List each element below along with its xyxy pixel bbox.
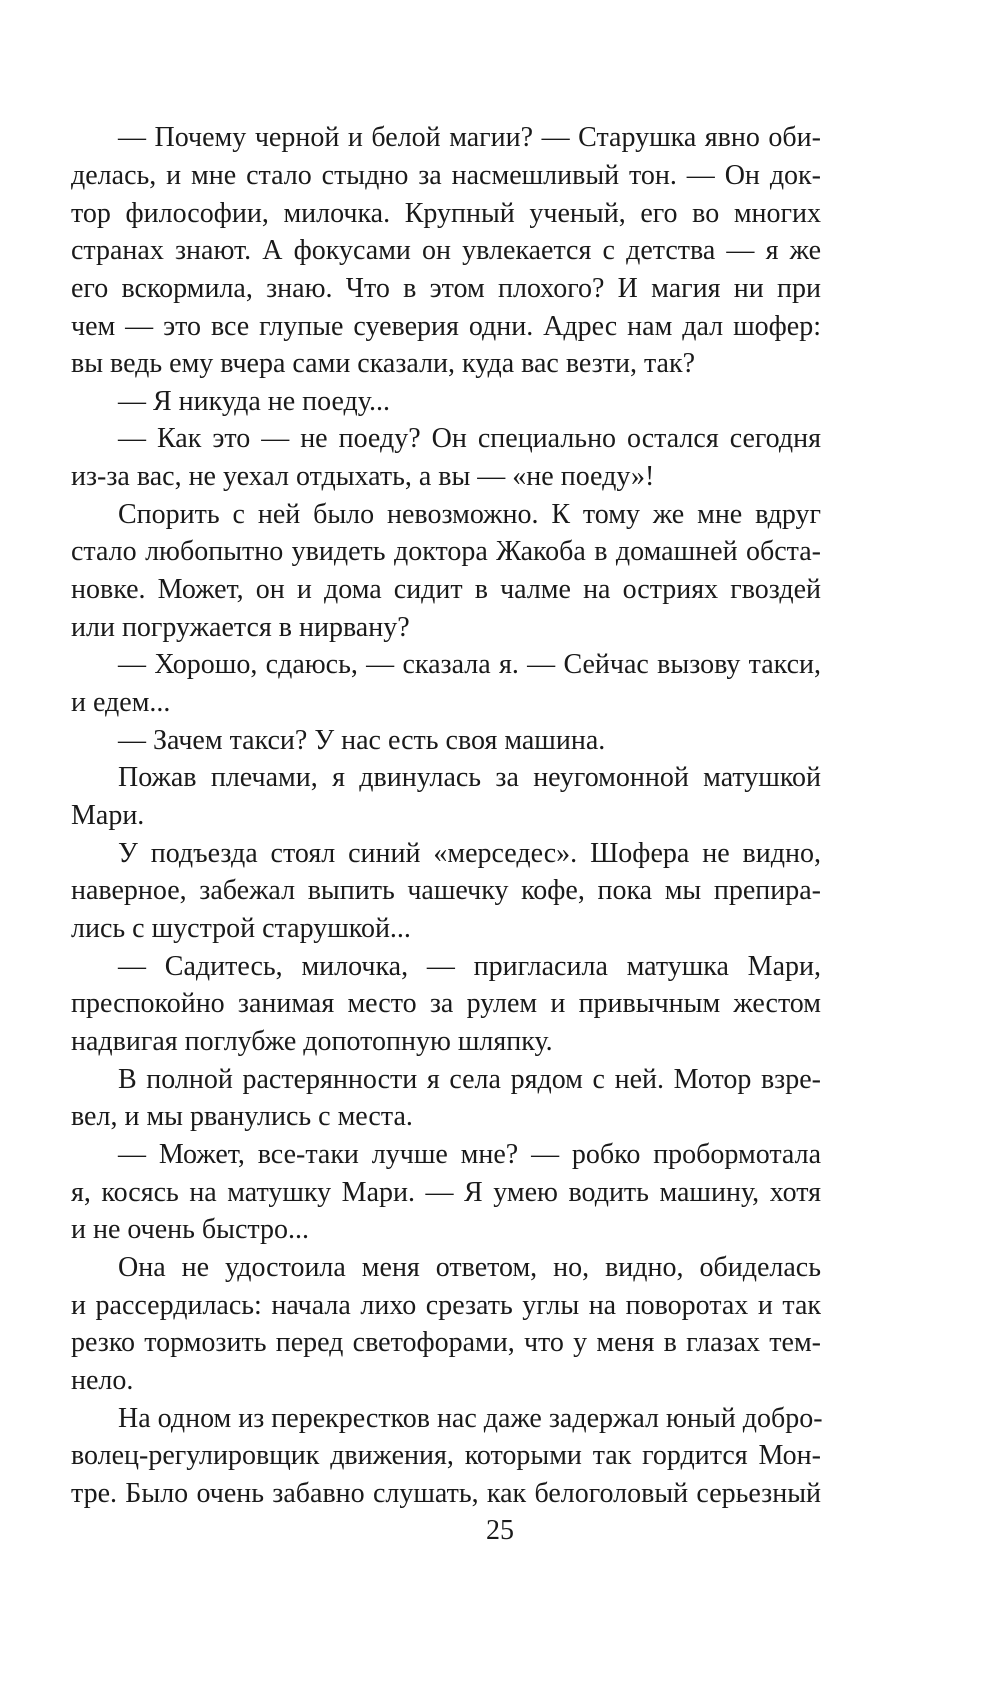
- text-line: Она не удостоила меня ответом, но, видно, обиделась: [118, 1252, 821, 1283]
- text-line: преспокойно занимая место за рулем и привычным жестом: [71, 988, 821, 1019]
- page-number: 25: [486, 1515, 514, 1546]
- text-line: — Как это — не поеду? Он специально остался сегодня: [118, 423, 821, 454]
- text-line: стало любопытно увидеть доктора Жакоба в домашней обста-: [71, 536, 821, 567]
- text-line: Мари.: [71, 800, 145, 831]
- text-line: На одном из перекрестков нас даже задержал юный добро-: [118, 1403, 823, 1434]
- text-line: резко тормозить перед светофорами, что у меня в глазах тем-: [71, 1327, 821, 1358]
- text-line: вел, и мы рванулись с места.: [71, 1101, 413, 1132]
- text-line: из-за вас, не уехал отдыхать, а вы — «не поеду»!: [71, 461, 655, 492]
- text-line: тре. Было очень забавно слушать, как белоголовый серьезный: [71, 1478, 821, 1509]
- text-line: волец-регулировщик движения, которыми так гордится Мон-: [71, 1440, 821, 1471]
- text-line: В полной растерянности я села рядом с ней. Мотор взре-: [118, 1064, 821, 1095]
- text-line: У подъезда стоял синий «мерседес». Шофера не видно,: [118, 838, 821, 869]
- text-line: новке. Может, он и дома сидит в чалме на остриях гвоздей: [71, 574, 821, 605]
- text-line: чем — это все глупые суеверия одни. Адрес нам дал шофер:: [71, 311, 821, 342]
- text-line: я, косясь на матушку Мари. — Я умею водить машину, хотя: [71, 1177, 821, 1208]
- text-line: тор философии, милочка. Крупный ученый, его во многих: [71, 198, 821, 229]
- text-line: нело.: [71, 1365, 134, 1396]
- text-line: лись с шустрой старушкой...: [71, 913, 411, 944]
- text-line: наверное, забежал выпить чашечку кофе, пока мы препира-: [71, 875, 821, 906]
- text-line: странах знают. А фокусами он увлекается с детства — я же: [71, 235, 821, 266]
- text-line: делась, и мне стало стыдно за насмешливый тон. — Он док-: [71, 160, 821, 191]
- text-line: Пожав плечами, я двинулась за неугомонной матушкой: [118, 762, 821, 793]
- text-line: — Зачем такси? У нас есть своя машина.: [118, 725, 606, 756]
- text-line: — Я никуда не поеду...: [118, 386, 391, 417]
- text-line: вы ведь ему вчера сами сказали, куда вас везти, так?: [71, 348, 695, 379]
- text-line: надвигая поглубже допотопную шляпку.: [71, 1026, 553, 1057]
- text-line: и не очень быстро...: [71, 1214, 309, 1245]
- text-line: и едем...: [71, 687, 171, 718]
- text-line: или погружается в нирвану?: [71, 612, 410, 643]
- text-line: — Садитесь, милочка, — пригласила матушка Мари,: [118, 951, 821, 982]
- text-line: и рассердилась: начала лихо срезать углы на поворотах и так: [71, 1290, 821, 1321]
- text-line: — Почему черной и белой магии? — Старушка явно оби-: [118, 122, 821, 153]
- text-line: Спорить с ней было невозможно. К тому же мне вдруг: [118, 499, 821, 530]
- text-line: — Хорошо, сдаюсь, — сказала я. — Сейчас вызову такси,: [118, 649, 821, 680]
- text-line: — Может, все-таки лучше мне? — робко пробормотала: [118, 1139, 821, 1170]
- text-line: его вскормила, знаю. Что в этом плохого? И магия ни при: [71, 273, 821, 304]
